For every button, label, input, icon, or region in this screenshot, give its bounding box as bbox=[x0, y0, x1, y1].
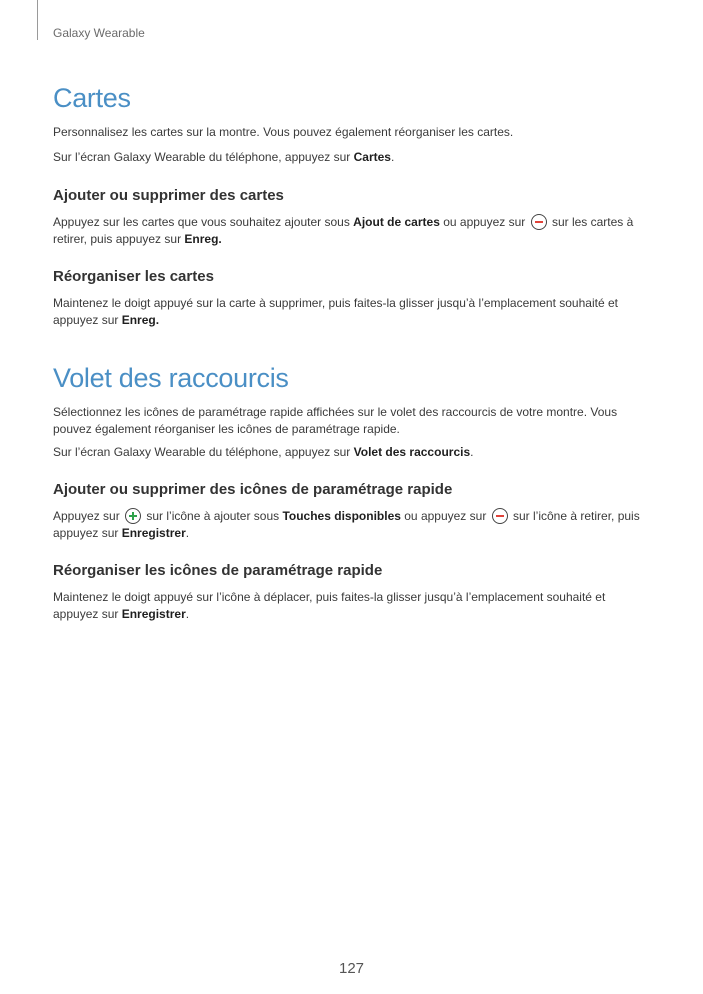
menu-term: Enregistrer bbox=[121, 526, 186, 540]
plus-circle-icon bbox=[125, 508, 141, 524]
menu-term: Enreg. bbox=[121, 313, 160, 327]
menu-term: Cartes bbox=[353, 150, 391, 164]
reorder-quick-settings-text: Maintenez le doigt appuyé sur l’icône à déplacer, puis faites-la glisser jusqu’à l’emplacement souhaité et appuyez sur Enregistrer. bbox=[53, 590, 606, 621]
minus-circle-icon bbox=[531, 214, 547, 230]
minus-circle-icon bbox=[492, 508, 508, 524]
subsection-title-add-remove-cards: Ajouter ou supprimer des cartes bbox=[53, 187, 284, 204]
page-content bbox=[53, 80, 653, 623]
subsection-title-reorder-quick-settings: Réorganiser les icônes de paramétrage rapide bbox=[53, 562, 383, 579]
reorder-cards-text: Maintenez le doigt appuyé sur la carte à supprimer, puis faites-la glisser jusqu’à l’emplacement souhaité et appuyez sur Enreg. bbox=[53, 296, 618, 327]
subsection-title-add-remove-quick-settings: Ajouter ou supprimer des icônes de paramétrage rapide bbox=[53, 481, 453, 498]
header-divider bbox=[37, 0, 38, 40]
shortcuts-intro: Sélectionnez les icônes de paramétrage rapide affichées sur le volet des raccourcis de votre montre. Vous pouvez également réorganiser les icônes de paramétrage rapide. bbox=[53, 405, 618, 436]
menu-term: Enregistrer bbox=[121, 607, 186, 621]
menu-term: Ajout de cartes bbox=[353, 215, 440, 229]
section-title-shortcuts-panel: Volet des raccourcis bbox=[53, 363, 289, 393]
cartes-nav-instruction: Sur l’écran Galaxy Wearable du téléphone, appuyez sur Cartes. bbox=[53, 150, 395, 164]
menu-term: Volet des raccourcis bbox=[353, 445, 471, 459]
menu-term: Touches disponibles bbox=[282, 509, 401, 523]
shortcuts-nav-instruction: Sur l’écran Galaxy Wearable du téléphone, appuyez sur Volet des raccourcis. bbox=[53, 445, 474, 459]
running-header: Galaxy Wearable bbox=[53, 26, 145, 40]
add-remove-cards-text: Appuyez sur les cartes que vous souhaitez ajouter sous Ajout de cartes ou appuyez sur sur les cartes à retirer, puis appuyez sur Enreg. bbox=[53, 215, 634, 246]
add-remove-quick-settings-text: Appuyez sur sur l’icône à ajouter sous Touches disponibles ou appuyez sur sur l’icône à retirer, puis appuyez sur Enregistrer. bbox=[53, 509, 640, 540]
cartes-intro: Personnalisez les cartes sur la montre. Vous pouvez également réorganiser les cartes. bbox=[53, 125, 514, 139]
menu-term: Enreg. bbox=[184, 232, 222, 246]
section-title-cartes: Cartes bbox=[53, 83, 131, 113]
subsection-title-reorder-cards: Réorganiser les cartes bbox=[53, 268, 214, 285]
page-number: 127 bbox=[338, 960, 365, 977]
